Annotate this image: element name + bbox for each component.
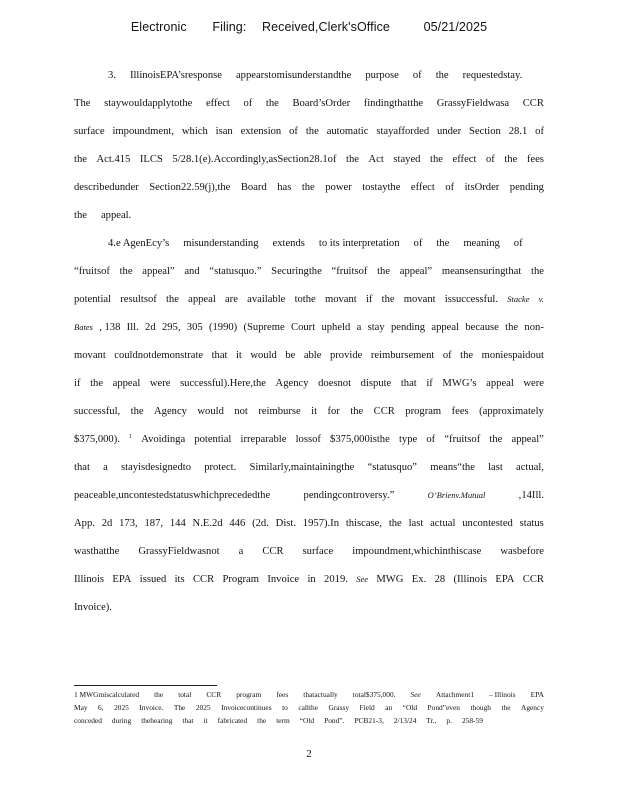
word: , 138 bbox=[99, 322, 121, 333]
word: effect bbox=[410, 182, 435, 193]
word: the bbox=[377, 266, 391, 277]
word: appearstomisunderstandthe bbox=[235, 70, 352, 81]
word: appeal” bbox=[142, 266, 175, 277]
footnote-word: though bbox=[470, 703, 491, 712]
word: isan bbox=[215, 126, 233, 137]
word: it bbox=[235, 350, 242, 361]
word: effect bbox=[205, 98, 230, 109]
word: that bbox=[400, 378, 417, 389]
word: Securingthe bbox=[271, 266, 322, 277]
word: Act bbox=[368, 154, 384, 165]
word: findingthatthe bbox=[363, 98, 424, 109]
header-date: 05/21/2025 bbox=[423, 20, 488, 34]
word: appeal bbox=[188, 294, 216, 305]
word: the bbox=[74, 210, 87, 221]
word: last bbox=[408, 518, 424, 529]
word: dispute bbox=[360, 378, 392, 389]
word: the bbox=[301, 182, 315, 193]
footnote-line bbox=[74, 690, 544, 699]
word: of bbox=[535, 126, 544, 137]
footnote-word: an bbox=[385, 703, 393, 712]
footnote-word: Grassy bbox=[328, 703, 350, 712]
word: issued bbox=[139, 574, 167, 585]
footnote-word: Invoice. bbox=[139, 703, 164, 712]
word: it bbox=[311, 406, 318, 417]
word: 2019. bbox=[324, 574, 348, 585]
word: the bbox=[265, 98, 279, 109]
header-electronic: Electronic bbox=[130, 20, 187, 34]
word: describedunder bbox=[74, 182, 139, 193]
word: appeal bbox=[112, 378, 141, 389]
footnote-word: the bbox=[257, 716, 267, 725]
footnote-word: p. bbox=[446, 716, 452, 725]
word: (1990) bbox=[208, 322, 238, 333]
word: has bbox=[277, 182, 292, 193]
footnote-word: 6, bbox=[98, 703, 104, 712]
word: appeal bbox=[486, 378, 514, 389]
word: appeal bbox=[431, 322, 460, 333]
word: issuccessful. bbox=[444, 294, 499, 305]
word: provide bbox=[329, 350, 363, 361]
word: Similarly,maintainingthe bbox=[249, 462, 355, 473]
footnote-line bbox=[74, 703, 544, 712]
word: actual bbox=[430, 518, 456, 529]
word: the bbox=[504, 154, 518, 165]
word: 4.e AgenEcy’s bbox=[108, 238, 170, 249]
word: Illinois bbox=[74, 574, 105, 585]
word: of bbox=[412, 70, 422, 81]
word: 295, bbox=[161, 322, 181, 333]
word: purpose bbox=[365, 70, 399, 81]
word: the bbox=[460, 350, 474, 361]
footnote-word: Invoicecontinues bbox=[221, 703, 272, 712]
word: of bbox=[513, 238, 523, 249]
footnote-word: term bbox=[276, 716, 290, 725]
word: 144 bbox=[169, 518, 186, 529]
word: that bbox=[211, 350, 228, 361]
word: requestedstay. bbox=[462, 70, 523, 81]
word: 2d bbox=[101, 518, 113, 529]
word: actual, bbox=[516, 462, 544, 473]
word: 305 bbox=[186, 322, 203, 333]
word: non- bbox=[524, 322, 544, 333]
word: The bbox=[74, 98, 91, 109]
word: uncontested bbox=[462, 518, 513, 529]
word: surface bbox=[74, 126, 105, 137]
word: that bbox=[74, 462, 90, 473]
word: potential bbox=[74, 294, 112, 305]
footnote-word: total$375,000. bbox=[352, 690, 396, 699]
word: CCR bbox=[192, 574, 215, 585]
word: of bbox=[413, 238, 423, 249]
word: CCR bbox=[373, 406, 395, 417]
footnote-word: 258-59 bbox=[461, 716, 483, 725]
word: fees bbox=[526, 154, 544, 165]
footnote-word: thatactually bbox=[303, 690, 338, 699]
word: the bbox=[388, 518, 402, 529]
word: Board bbox=[240, 182, 267, 193]
footnote-word: – Illinois bbox=[489, 690, 516, 699]
word: doesnot bbox=[318, 378, 352, 389]
word: lossof bbox=[295, 434, 321, 445]
word: the bbox=[505, 322, 519, 333]
footnote-word: EPA bbox=[530, 690, 544, 699]
word: $375,000). bbox=[74, 434, 120, 445]
word: couldnotdemonstrate bbox=[114, 350, 204, 361]
word: thiscase, bbox=[345, 518, 382, 529]
word: are bbox=[224, 294, 238, 305]
word: extends bbox=[272, 238, 305, 249]
word: a bbox=[356, 322, 362, 333]
word: if bbox=[426, 378, 433, 389]
word: the bbox=[381, 294, 395, 305]
word: for bbox=[327, 406, 340, 417]
word: MWG bbox=[376, 574, 404, 585]
word: the bbox=[436, 238, 450, 249]
word: automatic bbox=[326, 126, 369, 137]
word: moniespaidout bbox=[481, 350, 544, 361]
footnote-word: Tr., bbox=[426, 716, 437, 725]
text-line bbox=[74, 350, 544, 361]
word: resultsof bbox=[120, 294, 157, 305]
text-line bbox=[74, 602, 544, 613]
word: type bbox=[398, 434, 418, 445]
word: pending bbox=[390, 322, 426, 333]
word: IllinoisEPA’sresponse bbox=[129, 70, 222, 81]
text-line bbox=[74, 238, 544, 249]
word: tostaythe bbox=[362, 182, 401, 193]
footnote-word: The bbox=[173, 703, 186, 712]
footnote-word: during bbox=[111, 716, 132, 725]
word: the bbox=[430, 154, 443, 165]
word: pending bbox=[509, 182, 544, 193]
word: means“the bbox=[430, 462, 475, 473]
word: impoundment,whichinthiscase bbox=[352, 546, 482, 557]
footnote-word: Pond”even bbox=[427, 703, 460, 712]
word: the bbox=[305, 126, 319, 137]
footnote-word: conceded bbox=[74, 716, 102, 725]
word: successful).Here,the bbox=[180, 378, 266, 389]
word: would bbox=[197, 406, 224, 417]
text-line bbox=[74, 434, 544, 445]
word: CCR bbox=[522, 98, 544, 109]
text-line bbox=[74, 322, 544, 333]
word: appeal” bbox=[511, 434, 544, 445]
footnote-word: CCR bbox=[206, 690, 222, 699]
footnote-word: 2025 bbox=[114, 703, 129, 712]
word: MWG’s bbox=[442, 378, 477, 389]
footnote-word: 1 MWGmiscalculated bbox=[74, 690, 140, 699]
word: impoundment, bbox=[112, 126, 174, 137]
word: last bbox=[488, 462, 503, 473]
text-line bbox=[74, 518, 544, 529]
word: “fruitsof bbox=[331, 266, 368, 277]
word: misunderstanding bbox=[183, 238, 259, 249]
word: its bbox=[174, 574, 185, 585]
footnote-word: See bbox=[410, 690, 421, 699]
footnote-word: May bbox=[74, 703, 88, 712]
word: the bbox=[165, 294, 179, 305]
word: if bbox=[365, 294, 373, 305]
word: (Supreme bbox=[243, 322, 285, 333]
word: able bbox=[303, 350, 322, 361]
word: stay bbox=[367, 322, 385, 333]
word: 1957).In bbox=[302, 518, 339, 529]
word: tothe bbox=[294, 294, 316, 305]
word: Agency bbox=[154, 406, 187, 417]
word: appeal. bbox=[100, 210, 132, 221]
filing-header bbox=[0, 20, 618, 34]
word: $375,000isthe bbox=[330, 434, 390, 445]
word: power bbox=[325, 182, 352, 193]
footnote-word: fabricated bbox=[217, 716, 248, 725]
text-line bbox=[74, 70, 544, 81]
word: 173, bbox=[119, 518, 138, 529]
word: EPA bbox=[112, 574, 132, 585]
header-filing: Filing: bbox=[212, 20, 247, 34]
footnote-word: Attachment1 bbox=[435, 690, 475, 699]
word: wasbefore bbox=[500, 546, 544, 557]
word: meansensuringthat bbox=[441, 266, 522, 277]
word: and bbox=[184, 266, 200, 277]
word: irreparable bbox=[240, 434, 287, 445]
word: 1 bbox=[129, 434, 133, 440]
word: N.E.2d bbox=[192, 518, 223, 529]
word: “fruitsof bbox=[74, 266, 110, 277]
footnote-word: to bbox=[282, 703, 288, 712]
word: stayed bbox=[393, 154, 421, 165]
word: extension bbox=[240, 126, 282, 137]
word: program bbox=[405, 406, 442, 417]
word: ,14Ill. bbox=[518, 490, 544, 501]
word: 5/28.1(e).Accordingly,asSection28.1of bbox=[172, 154, 337, 165]
footnote-word: the bbox=[501, 703, 511, 712]
word: pendingcontroversy.” bbox=[303, 490, 395, 501]
footnote-word: thehearing bbox=[141, 716, 173, 725]
word: fees bbox=[451, 406, 469, 417]
word: surface bbox=[302, 546, 334, 557]
word: “statusquo.” bbox=[209, 266, 262, 277]
word: “fruitsof bbox=[444, 434, 481, 445]
word: because bbox=[465, 322, 499, 333]
text-line bbox=[74, 378, 544, 389]
text-line bbox=[74, 462, 544, 473]
word: Section bbox=[469, 126, 501, 137]
word: 3. bbox=[108, 70, 116, 81]
word: meaning bbox=[463, 238, 500, 249]
word: 28 bbox=[434, 574, 446, 585]
footnote-word: Pond”. bbox=[324, 716, 345, 725]
footnote-word: Agency bbox=[520, 703, 544, 712]
word: CCR bbox=[262, 546, 284, 557]
word: Invoice bbox=[267, 574, 300, 585]
footnote-word: “Old bbox=[402, 703, 418, 712]
footnote-rule bbox=[74, 685, 217, 686]
footnote-word: 2/13/24 bbox=[393, 716, 417, 725]
word: O’Brienv.Mutual bbox=[427, 490, 486, 500]
footnote-word: it bbox=[203, 716, 208, 725]
word: reimburse bbox=[258, 406, 301, 417]
word: (approximately bbox=[479, 406, 544, 417]
word: successful, bbox=[74, 406, 121, 417]
footnote-word: 2025 bbox=[195, 703, 211, 712]
word: the bbox=[435, 70, 449, 81]
word: if bbox=[74, 378, 81, 389]
text-line bbox=[74, 406, 544, 417]
word: movant bbox=[74, 350, 106, 361]
word: Board’sOrder bbox=[292, 98, 351, 109]
word: Program bbox=[222, 574, 259, 585]
text-line bbox=[74, 574, 544, 585]
word: of bbox=[445, 182, 455, 193]
word: Stacke bbox=[507, 294, 530, 304]
word: 446 bbox=[229, 518, 246, 529]
word: Invoice). bbox=[74, 602, 112, 613]
word: potential bbox=[194, 434, 232, 445]
word: were bbox=[149, 378, 171, 389]
word: of bbox=[442, 350, 452, 361]
word: would bbox=[250, 350, 277, 361]
word: Bates bbox=[74, 322, 93, 332]
word: under bbox=[437, 126, 462, 137]
word: not bbox=[234, 406, 248, 417]
footnote-word: the bbox=[154, 690, 164, 699]
word: Ill. bbox=[126, 322, 139, 333]
word: the bbox=[74, 154, 87, 165]
word: EPA bbox=[495, 574, 515, 585]
word: stayisdesignedto bbox=[120, 462, 191, 473]
footnote-word: total bbox=[178, 690, 192, 699]
word: of bbox=[426, 434, 436, 445]
word: 2d bbox=[145, 322, 156, 333]
word: App. bbox=[74, 518, 95, 529]
word: 187, bbox=[144, 518, 164, 529]
footnote-word: PCB21-3, bbox=[354, 716, 384, 725]
word: be bbox=[285, 350, 296, 361]
text-line bbox=[74, 294, 544, 305]
word: of bbox=[485, 154, 495, 165]
word: (2d. bbox=[252, 518, 269, 529]
word: Act.415 bbox=[96, 154, 131, 165]
word: GrassyFieldwasnot bbox=[138, 546, 220, 557]
word: wasthatthe bbox=[74, 546, 120, 557]
word: a bbox=[238, 546, 244, 557]
word: CCR bbox=[522, 574, 544, 585]
word: stayafforded bbox=[376, 126, 430, 137]
word: protect. bbox=[204, 462, 237, 473]
word: which bbox=[181, 126, 208, 137]
text-line bbox=[74, 210, 544, 221]
word: the bbox=[130, 406, 144, 417]
footnote-word: “Old bbox=[299, 716, 315, 725]
word: movant bbox=[324, 294, 357, 305]
word: Court bbox=[291, 322, 316, 333]
text-line bbox=[74, 126, 544, 137]
word: available bbox=[247, 294, 286, 305]
word: the bbox=[531, 266, 544, 277]
word: 28.1 bbox=[508, 126, 528, 137]
word: Ex. bbox=[411, 574, 427, 585]
word: were bbox=[523, 378, 544, 389]
word: See bbox=[356, 574, 369, 584]
word: the bbox=[489, 434, 503, 445]
word: (Illinois bbox=[453, 574, 488, 585]
header-received: Received,Clerk'sOffice bbox=[261, 20, 390, 34]
word: Dist. bbox=[275, 518, 296, 529]
word: to its interpretation bbox=[318, 238, 400, 249]
word: upheld bbox=[321, 322, 351, 333]
footnote-word: fees bbox=[276, 690, 289, 699]
page-number: 2 bbox=[306, 748, 312, 760]
word: staywouldapplytothe bbox=[104, 98, 193, 109]
word: effect bbox=[452, 154, 477, 165]
text-line bbox=[74, 154, 544, 165]
word: “statusquo” bbox=[367, 462, 418, 473]
word: the bbox=[346, 154, 359, 165]
word: a bbox=[103, 462, 108, 473]
word: of bbox=[289, 126, 298, 137]
word: the bbox=[119, 266, 133, 277]
word: the bbox=[350, 406, 364, 417]
word: the bbox=[90, 378, 104, 389]
footnote-word: program bbox=[236, 690, 262, 699]
footnote-word: that bbox=[182, 716, 194, 725]
word: of bbox=[243, 98, 253, 109]
footnote-line bbox=[74, 716, 544, 725]
footnote-word: Field bbox=[359, 703, 375, 712]
word: status bbox=[519, 518, 544, 529]
word: itsOrder bbox=[464, 182, 500, 193]
word: ILCS bbox=[139, 154, 163, 165]
word: Section22.59(j),the bbox=[149, 182, 231, 193]
text-line bbox=[74, 266, 544, 277]
word: movant bbox=[403, 294, 436, 305]
word: reimbursement bbox=[370, 350, 435, 361]
text-line bbox=[74, 182, 544, 193]
word: v. bbox=[538, 294, 544, 304]
word: peaceable,uncontestedstatuswhichprecededthe bbox=[74, 490, 271, 501]
word: Agency bbox=[275, 378, 309, 389]
text-line bbox=[74, 490, 544, 501]
text-line bbox=[74, 546, 544, 557]
word: in bbox=[307, 574, 316, 585]
footnote-word: callthe bbox=[298, 703, 319, 712]
word: Avoidinga bbox=[141, 434, 186, 445]
text-line bbox=[74, 98, 544, 109]
word: GrassyFieldwasa bbox=[436, 98, 510, 109]
word: appeal” bbox=[399, 266, 433, 277]
